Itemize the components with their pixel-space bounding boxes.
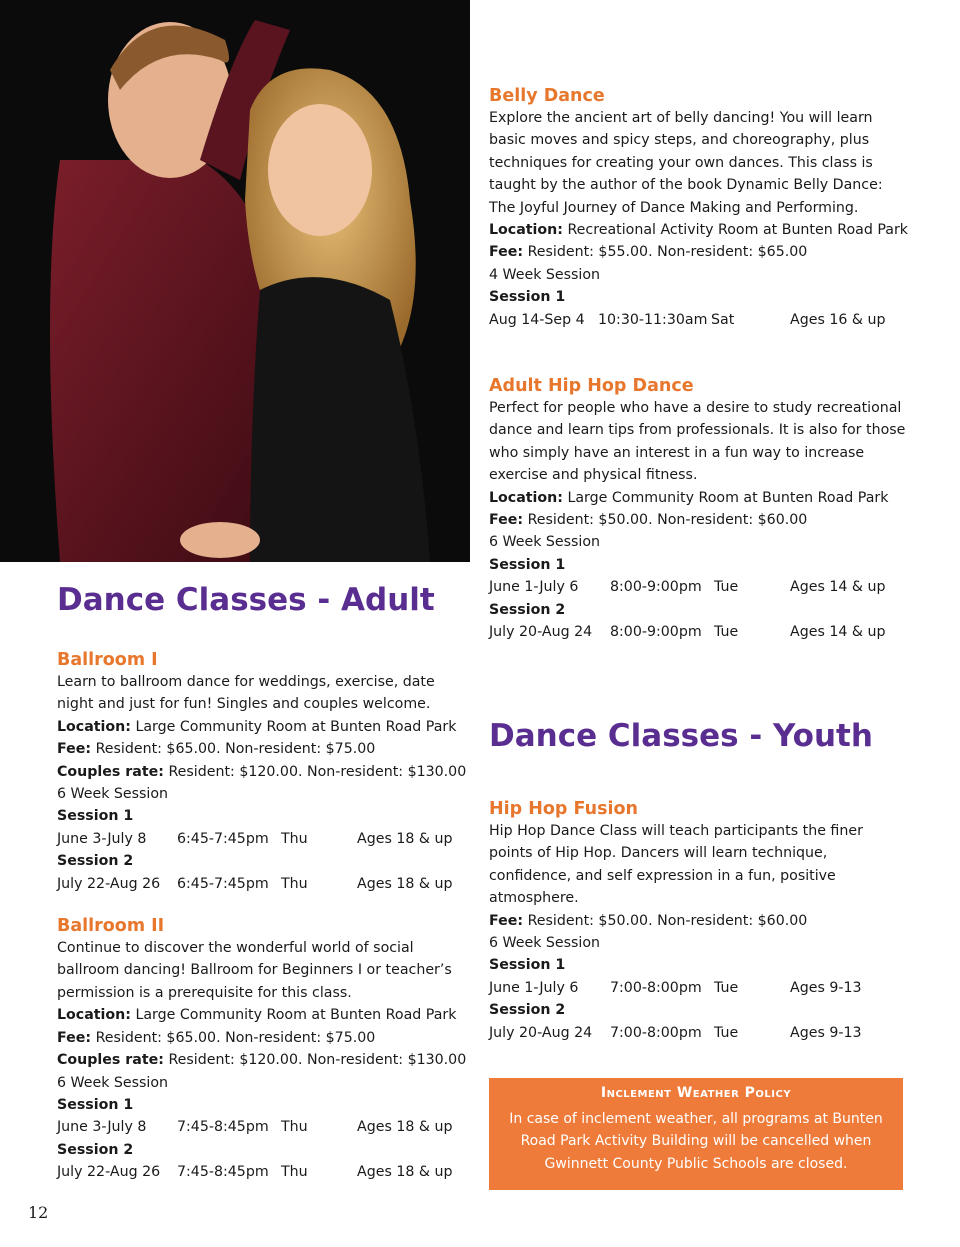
- ballroom2-title: Ballroom II: [57, 916, 165, 937]
- ballroom2-session2-row: July 22-Aug 26 7:45-8:45pm Thu Ages 18 & up: [57, 1164, 453, 1181]
- ballroom1-session2-label: Session 2: [57, 853, 134, 870]
- ballroom2-fee: Fee: Resident: $65.00. Non-resident: $75.00: [57, 1029, 376, 1046]
- policy-title: Inclement Weather Policy: [600, 1085, 792, 1101]
- belly-title: Belly Dance: [489, 86, 605, 106]
- hiphop-adult-desc: Perfect for people who have a desire to study recreational dance and learn tips from professionals. It is also for those who simply have an interest in a fun way to increase exercise and physical fitness.: [489, 400, 906, 484]
- hiphop-fusion-block: [489, 798, 909, 1044]
- belly-session1-label: Session 1: [489, 289, 566, 306]
- dancing-couple-photo: [0, 0, 470, 562]
- ballroom2-session2-label: Session 2: [57, 1141, 134, 1158]
- page-number: 12: [28, 1203, 49, 1222]
- hiphop-fusion-title: Hip Hop Fusion: [489, 799, 638, 819]
- policy-text: In case of inclement weather, all programs at Bunten Road Park Activity Building will be cancelled when Gwinnett County Public Schools are closed.: [509, 1111, 883, 1172]
- youth-section-title: Dance Classes - Youth: [489, 718, 873, 754]
- hiphop-adult-session1-label: Session 1: [489, 556, 566, 573]
- hiphop-fusion-fee: Fee: Resident: $50.00. Non-resident: $60.00: [489, 912, 808, 929]
- ballroom2-desc: Continue to discover the wonderful world of social ballroom dancing! Ballroom for Beginners I or teacher’s permission is a prerequisite for this class.: [57, 940, 452, 1001]
- ballroom1-fee: Fee: Resident: $65.00. Non-resident: $75.00: [57, 741, 376, 758]
- hiphop-adult-title: Adult Hip Hop Dance: [489, 376, 694, 396]
- adult-hiphop-block: [489, 375, 909, 643]
- belly-location: Location: Recreational Activity Room at Bunten Road Park: [489, 222, 908, 239]
- ballroom1-weeks: 6 Week Session: [57, 786, 169, 803]
- belly-session1-row: Aug 14-Sep 4 10:30-11:30am Sat Ages 16 & up: [489, 311, 886, 328]
- ballroom2-location: Location: Large Community Room at Bunten Road Park: [57, 1007, 457, 1024]
- ballroom1-title: Ballroom I: [57, 650, 158, 670]
- hiphop-adult-session1-row: June 1-July 6 8:00-9:00pm Tue Ages 14 & up: [489, 579, 886, 596]
- belly-fee: Fee: Resident: $55.00. Non-resident: $65.00: [489, 244, 808, 261]
- ballroom1-session1-row: June 3-July 8 6:45-7:45pm Thu Ages 18 & up: [57, 830, 453, 847]
- ballroom1-couples: Couples rate: Resident: $120.00. Non-resident: $130.00: [57, 763, 467, 780]
- hiphop-adult-session2-row: July 20-Aug 24 8:00-9:00pm Tue Ages 14 & up: [489, 624, 886, 641]
- hiphop-adult-weeks: 6 Week Session: [489, 534, 601, 551]
- belly-weeks: 4 Week Session: [489, 266, 601, 283]
- youth-section: [489, 716, 909, 756]
- hiphop-adult-location: Location: Large Community Room at Bunten Road Park: [489, 489, 889, 506]
- hiphop-fusion-session1-row: June 1-July 6 7:00-8:00pm Tue Ages 9-13: [489, 979, 862, 996]
- adult-left-column: [57, 580, 472, 1184]
- ballroom2-couples: Couples rate: Resident: $120.00. Non-resident: $130.00: [57, 1052, 467, 1069]
- hiphop-fusion-session2-row: July 20-Aug 24 7:00-8:00pm Tue Ages 9-13: [489, 1024, 862, 1041]
- ballroom1-session1-label: Session 1: [57, 808, 134, 825]
- ballroom2-session1-label: Session 1: [57, 1096, 134, 1113]
- hiphop-fusion-weeks: 6 Week Session: [489, 935, 601, 952]
- inclement-weather-box: [489, 1078, 903, 1190]
- hiphop-fusion-desc: Hip Hop Dance Class will teach participants the finer points of Hip Hop. Dancers will learn technique, confidence, and self expression in a fun, positive atmosphere.: [489, 823, 863, 907]
- ballroom1-desc: Learn to ballroom dance for weddings, exercise, date night and just for fun! Singles and couples welcome.: [57, 674, 435, 713]
- hiphop-adult-fee: Fee: Resident: $50.00. Non-resident: $60.00: [489, 512, 808, 529]
- hiphop-fusion-session2-label: Session 2: [489, 1002, 566, 1019]
- ballroom2-weeks: 6 Week Session: [57, 1074, 169, 1091]
- hiphop-fusion-session1-label: Session 1: [489, 957, 566, 974]
- ballroom1-location: Location: Large Community Room at Bunten Road Park: [57, 718, 457, 735]
- ballroom1-block: [57, 649, 472, 895]
- ballroom1-session2-row: July 22-Aug 26 6:45-7:45pm Thu Ages 18 & up: [57, 875, 453, 892]
- ballroom2-block: [57, 915, 472, 1183]
- ballroom2-session1-row: June 3-July 8 7:45-8:45pm Thu Ages 18 & up: [57, 1119, 453, 1136]
- belly-dance-block: [489, 85, 909, 331]
- hiphop-adult-session2-label: Session 2: [489, 601, 566, 618]
- belly-desc: Explore the ancient art of belly dancing! You will learn basic moves and spicy steps, and choreography, plus techniques for creating your own dances. This class is taught by the author of the book Dynamic Belly Dance: The Joyful Journey of Dance Making and Performing.: [489, 110, 883, 216]
- adult-section-title: Dance Classes - Adult: [57, 582, 435, 618]
